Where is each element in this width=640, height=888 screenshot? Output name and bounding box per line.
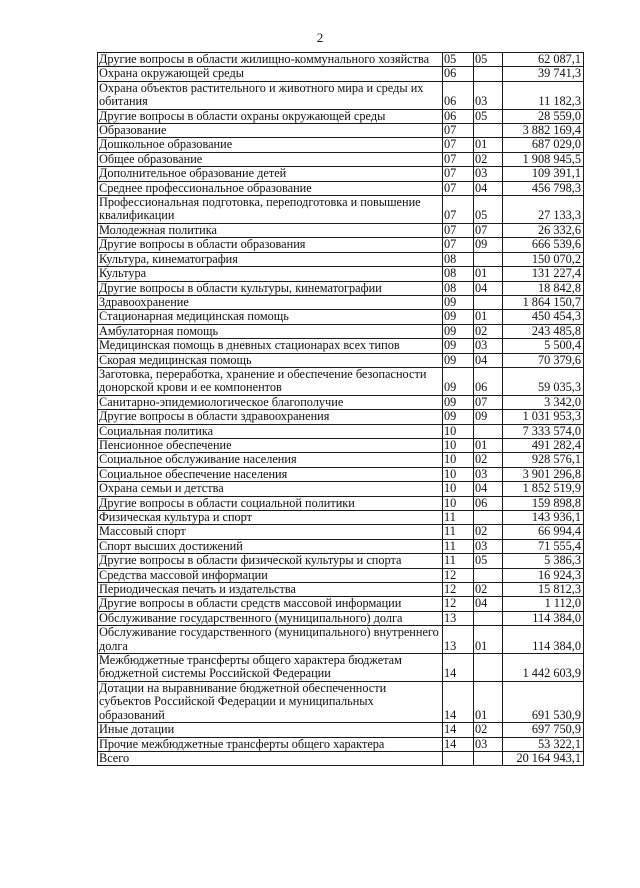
row-section-cell: 06 [443,109,474,123]
row-name-cell: Периодическая печать и издательства [98,583,443,597]
row-amount-cell: 5 500,4 [503,339,584,353]
table-row [98,152,584,166]
row-section-cell: 09 [443,339,474,353]
row-section-cell: 11 [443,539,474,553]
row-name-cell: Обслуживание государственного (муниципального) внутреннего долга [98,626,443,654]
row-name-cell: Обслуживание государственного (муниципального) долга [98,611,443,625]
row-section-cell: 14 [443,654,474,682]
table-row [98,353,584,367]
row-section-cell: 07 [443,138,474,152]
row-subsection-cell: 02 [474,723,503,737]
row-section-cell: 13 [443,611,474,625]
row-name-cell: Спорт высших достижений [98,539,443,553]
row-name-cell: Другие вопросы в области охраны окружающей среды [98,109,443,123]
row-amount-cell: 150 070,2 [503,252,584,266]
row-name-cell: Охрана окружающей среды [98,67,443,81]
table-row [98,723,584,737]
row-amount-cell: 15 812,3 [503,583,584,597]
table-row [98,367,584,395]
row-amount-cell: 39 741,3 [503,67,584,81]
row-section-cell: 10 [443,424,474,438]
table-row [98,611,584,625]
row-section-cell: 09 [443,395,474,409]
row-subsection-cell [474,295,503,309]
table-row [98,737,584,751]
table-row [98,310,584,324]
row-amount-cell: 687 029,0 [503,138,584,152]
row-name-cell: Охрана семьи и детства [98,482,443,496]
row-amount-cell: 3 901 296,8 [503,467,584,481]
row-name-cell: Физическая культура и спорт [98,511,443,525]
row-subsection-cell: 04 [474,482,503,496]
row-section-cell: 10 [443,453,474,467]
row-amount-cell: 666 539,6 [503,238,584,252]
row-name-cell: Другие вопросы в области образования [98,238,443,252]
row-name-cell: Стационарная медицинская помощь [98,310,443,324]
row-name-cell: Другие вопросы в области социальной политики [98,496,443,510]
row-amount-cell: 1 864 150,7 [503,295,584,309]
table-row [98,467,584,481]
row-amount-cell: 70 379,6 [503,353,584,367]
row-amount-cell: 3 342,0 [503,395,584,409]
row-name-cell: Социальное обеспечение населения [98,467,443,481]
row-subsection-cell: 09 [474,410,503,424]
row-amount-cell: 243 485,8 [503,324,584,338]
row-section-cell: 07 [443,196,474,224]
row-name-cell: Здравоохранение [98,295,443,309]
row-subsection-cell: 01 [474,626,503,654]
row-name-cell: Другие вопросы в области здравоохранения [98,410,443,424]
row-subsection-cell: 04 [474,353,503,367]
row-section-cell: 10 [443,438,474,452]
row-name-cell: Скорая медицинская помощь [98,353,443,367]
table-row [98,539,584,553]
row-section-cell: 07 [443,238,474,252]
total-section-cell [443,751,474,765]
row-subsection-cell: 09 [474,238,503,252]
table-row [98,395,584,409]
row-subsection-cell: 04 [474,181,503,195]
row-subsection-cell: 03 [474,81,503,109]
table-row [98,324,584,338]
total-subsection-cell [474,751,503,765]
row-amount-cell: 18 842,8 [503,281,584,295]
row-section-cell: 10 [443,496,474,510]
row-section-cell: 09 [443,410,474,424]
row-amount-cell: 1 908 945,5 [503,152,584,166]
row-name-cell: Общее образование [98,152,443,166]
row-name-cell: Образование [98,124,443,138]
row-section-cell: 07 [443,124,474,138]
row-subsection-cell: 05 [474,109,503,123]
row-amount-cell: 491 282,4 [503,438,584,452]
row-name-cell: Межбюджетные трансферты общего характера бюджетам бюджетной системы Российской Федерации [98,654,443,682]
row-name-cell: Массовый спорт [98,525,443,539]
row-subsection-cell: 01 [474,267,503,281]
row-section-cell: 07 [443,181,474,195]
row-section-cell: 09 [443,295,474,309]
table-row [98,525,584,539]
total-label: Всего [98,751,443,765]
row-name-cell: Санитарно-эпидемиологическое благополучие [98,395,443,409]
row-section-cell: 07 [443,167,474,181]
row-subsection-cell: 02 [474,525,503,539]
row-section-cell: 11 [443,525,474,539]
row-amount-cell: 1 442 603,9 [503,654,584,682]
row-amount-cell: 143 936,1 [503,511,584,525]
row-subsection-cell [474,568,503,582]
table-row [98,654,584,682]
row-subsection-cell: 01 [474,681,503,722]
row-section-cell: 09 [443,353,474,367]
row-name-cell: Пенсионное обеспечение [98,438,443,452]
row-name-cell: Среднее профессиональное образование [98,181,443,195]
row-subsection-cell: 07 [474,395,503,409]
row-amount-cell: 11 182,3 [503,81,584,109]
row-section-cell: 10 [443,467,474,481]
table-row [98,626,584,654]
row-section-cell: 06 [443,81,474,109]
row-section-cell: 12 [443,568,474,582]
table-row [98,252,584,266]
row-amount-cell: 27 133,3 [503,196,584,224]
row-amount-cell: 697 750,9 [503,723,584,737]
table-row [98,438,584,452]
page-number: 2 [316,30,324,45]
row-subsection-cell: 02 [474,324,503,338]
table-row [98,597,584,611]
row-section-cell: 09 [443,324,474,338]
row-name-cell: Профессиональная подготовка, переподготовка и повышение квалификации [98,196,443,224]
row-subsection-cell: 07 [474,223,503,237]
row-name-cell: Социальная политика [98,424,443,438]
row-subsection-cell: 05 [474,554,503,568]
row-name-cell: Другие вопросы в области культуры, кинематографии [98,281,443,295]
table-row [98,281,584,295]
row-amount-cell: 928 576,1 [503,453,584,467]
row-section-cell: 12 [443,597,474,611]
table-row [98,511,584,525]
row-section-cell: 14 [443,737,474,751]
table-row [98,568,584,582]
row-subsection-cell: 01 [474,438,503,452]
row-amount-cell: 1 112,0 [503,597,584,611]
table-row [98,453,584,467]
row-subsection-cell: 02 [474,583,503,597]
row-subsection-cell [474,611,503,625]
row-subsection-cell [474,424,503,438]
row-section-cell: 08 [443,267,474,281]
row-subsection-cell: 03 [474,539,503,553]
row-amount-cell: 28 559,0 [503,109,584,123]
row-amount-cell: 71 555,4 [503,539,584,553]
row-section-cell: 08 [443,281,474,295]
row-section-cell: 07 [443,152,474,166]
row-subsection-cell: 03 [474,467,503,481]
budget-table [97,52,584,766]
row-subsection-cell: 02 [474,453,503,467]
row-section-cell: 06 [443,67,474,81]
row-subsection-cell: 01 [474,310,503,324]
row-amount-cell: 109 391,1 [503,167,584,181]
table-row [98,681,584,722]
table-row [98,53,584,67]
row-name-cell: Культура [98,267,443,281]
row-subsection-cell: 04 [474,281,503,295]
row-name-cell: Заготовка, переработка, хранение и обеспечение безопасности донорской крови и ее компонентов [98,367,443,395]
table-row [98,496,584,510]
row-amount-cell: 159 898,8 [503,496,584,510]
row-section-cell: 09 [443,310,474,324]
row-subsection-cell: 05 [474,53,503,67]
row-amount-cell: 131 227,4 [503,267,584,281]
row-name-cell: Медицинская помощь в дневных стационарах всех типов [98,339,443,353]
total-row [98,751,584,765]
row-amount-cell: 7 333 574,0 [503,424,584,438]
row-section-cell: 08 [443,252,474,266]
row-subsection-cell: 02 [474,152,503,166]
row-section-cell: 11 [443,554,474,568]
table-row [98,67,584,81]
row-name-cell: Дополнительное образование детей [98,167,443,181]
row-section-cell: 11 [443,511,474,525]
row-amount-cell: 1 852 519,9 [503,482,584,496]
row-name-cell: Дошкольное образование [98,138,443,152]
row-subsection-cell: 06 [474,496,503,510]
row-amount-cell: 53 322,1 [503,737,584,751]
row-name-cell: Другие вопросы в области физической культуры и спорта [98,554,443,568]
budget-table-body [98,53,584,752]
row-subsection-cell [474,124,503,138]
table-row [98,109,584,123]
row-amount-cell: 456 798,3 [503,181,584,195]
total-amount: 20 164 943,1 [503,751,584,765]
table-row [98,424,584,438]
row-name-cell: Социальное обслуживание населения [98,453,443,467]
table-row [98,339,584,353]
table-row [98,167,584,181]
row-section-cell: 10 [443,482,474,496]
row-amount-cell: 691 530,9 [503,681,584,722]
table-row [98,124,584,138]
table-row [98,81,584,109]
row-subsection-cell: 06 [474,367,503,395]
row-name-cell: Охрана объектов растительного и животного мира и среды их обитания [98,81,443,109]
table-row [98,295,584,309]
row-amount-cell: 450 454,3 [503,310,584,324]
row-amount-cell: 26 332,6 [503,223,584,237]
row-name-cell: Средства массовой информации [98,568,443,582]
row-amount-cell: 3 882 169,4 [503,124,584,138]
row-subsection-cell: 04 [474,597,503,611]
row-section-cell: 12 [443,583,474,597]
row-section-cell: 14 [443,681,474,722]
row-subsection-cell: 03 [474,737,503,751]
row-name-cell: Амбулаторная помощь [98,324,443,338]
row-subsection-cell [474,511,503,525]
row-amount-cell: 5 386,3 [503,554,584,568]
row-section-cell: 09 [443,367,474,395]
table-row [98,196,584,224]
table-row [98,583,584,597]
row-amount-cell: 16 924,3 [503,568,584,582]
row-name-cell: Дотации на выравнивание бюджетной обеспеченности субъектов Российской Федерации и муниципальных образований [98,681,443,722]
table-row [98,410,584,424]
row-name-cell: Культура, кинематография [98,252,443,266]
row-name-cell: Прочие межбюджетные трансферты общего характера [98,737,443,751]
row-amount-cell: 59 035,3 [503,367,584,395]
row-name-cell: Молодежная политика [98,223,443,237]
row-subsection-cell: 05 [474,196,503,224]
row-section-cell: 14 [443,723,474,737]
row-section-cell: 07 [443,223,474,237]
row-section-cell: 05 [443,53,474,67]
table-row [98,554,584,568]
row-amount-cell: 114 384,0 [503,626,584,654]
row-section-cell: 13 [443,626,474,654]
row-amount-cell: 66 994,4 [503,525,584,539]
row-subsection-cell [474,654,503,682]
table-row [98,181,584,195]
table-row [98,267,584,281]
row-subsection-cell [474,252,503,266]
row-name-cell: Другие вопросы в области жилищно-коммунального хозяйства [98,53,443,67]
row-name-cell: Иные дотации [98,723,443,737]
row-name-cell: Другие вопросы в области средств массовой информации [98,597,443,611]
row-amount-cell: 1 031 953,3 [503,410,584,424]
row-amount-cell: 114 384,0 [503,611,584,625]
row-amount-cell: 62 087,1 [503,53,584,67]
table-row [98,138,584,152]
row-subsection-cell [474,67,503,81]
row-subsection-cell: 03 [474,339,503,353]
row-subsection-cell: 01 [474,138,503,152]
table-row [98,482,584,496]
table-row [98,238,584,252]
row-subsection-cell: 03 [474,167,503,181]
table-row [98,223,584,237]
